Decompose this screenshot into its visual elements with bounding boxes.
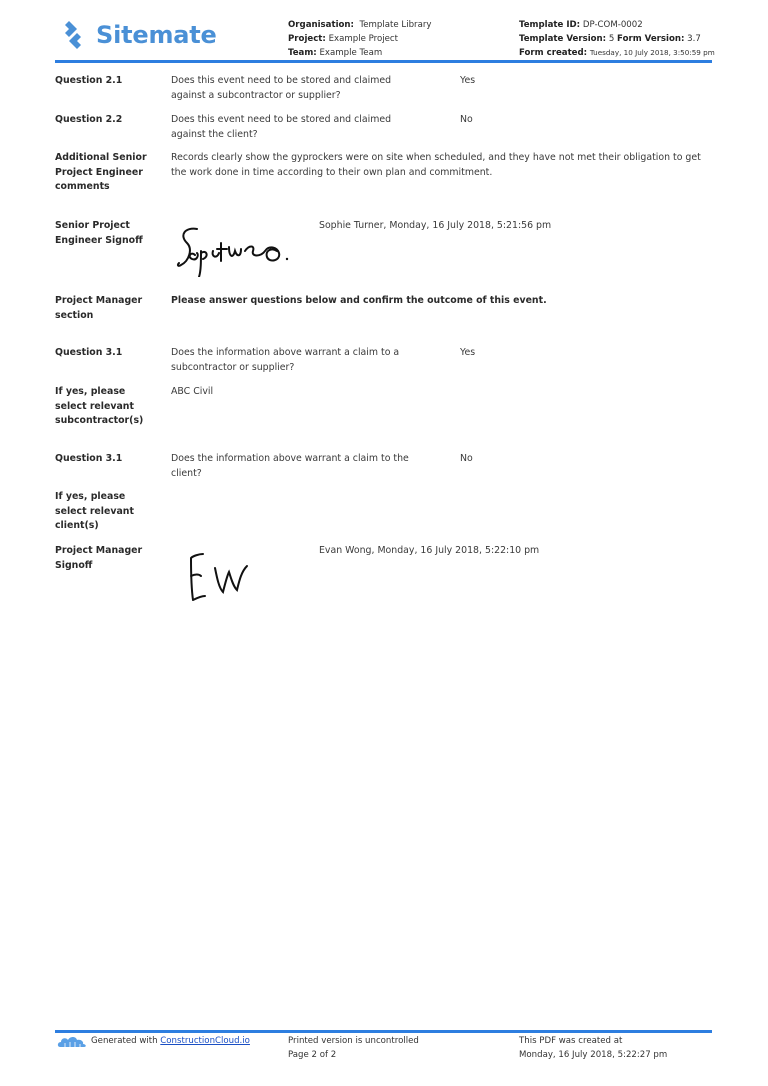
template-id-label: Template ID: — [519, 20, 581, 30]
answer-value: No — [460, 453, 473, 464]
question-text: Does the information above warrant a claim to a subcontractor or supplier? — [171, 347, 400, 373]
template-id-value: DP-COM-0002 — [582, 20, 643, 30]
form-version-value: 3.7 — [687, 34, 701, 44]
row-question-2-2 — [55, 113, 715, 149]
row-spe-signoff — [55, 219, 715, 289]
row-pm-section — [55, 294, 715, 340]
answer-value: Yes — [460, 75, 476, 86]
row-label: If yes, please select relevant subcontractor(s) — [55, 386, 144, 426]
pdf-created-info — [519, 1034, 667, 1062]
row-pm-signoff — [55, 544, 715, 614]
row-question-3-1-subcontractor — [55, 346, 715, 382]
sitemate-logo-icon — [60, 18, 86, 52]
row-label: Additional Senior Project Engineer comments — [55, 152, 147, 192]
signoff-text: Evan Wong, Monday, 16 July 2018, 5:22:10 pm — [319, 545, 540, 556]
page-number: Page 2 of 2 — [288, 1050, 337, 1060]
form-created-value: Tuesday, 10 July 2018, 3:50:59 pm — [589, 48, 715, 57]
signoff-text: Sophie Turner, Monday, 16 July 2018, 5:21:56 pm — [319, 220, 552, 231]
row-additional-comments — [55, 151, 715, 213]
printed-note: Printed version is uncontrolled — [288, 1036, 419, 1046]
page-header — [0, 0, 768, 62]
section-instruction: Please answer questions below and confirm the outcome of this event. — [171, 295, 547, 306]
team-label: Team: — [288, 48, 317, 58]
row-label: Question 2.2 — [55, 114, 123, 125]
team-value: Example Team — [319, 48, 383, 58]
row-label: Question 3.1 — [55, 453, 123, 464]
organisation-value: Template Library — [359, 20, 432, 30]
print-info — [288, 1034, 419, 1062]
generated-with — [57, 1034, 250, 1048]
row-label: Senior Project Engineer Signoff — [55, 220, 143, 246]
organisation-label: Organisation: — [288, 20, 354, 30]
generated-prefix: Generated with — [91, 1036, 158, 1046]
form-version-label: Form Version: — [617, 34, 685, 44]
created-note: This PDF was created at — [519, 1036, 623, 1046]
question-text: Does the information above warrant a claim to the client? — [171, 453, 409, 479]
answer-value: Yes — [460, 347, 476, 358]
row-question-3-1-client — [55, 452, 715, 488]
brand-logo — [60, 18, 217, 52]
question-text: Does this event need to be stored and claimed against a subcontractor or supplier? — [171, 75, 392, 101]
header-meta-left — [288, 18, 431, 60]
header-meta-right — [519, 18, 715, 60]
signature-image — [175, 546, 265, 604]
cloud-icon — [57, 1034, 87, 1048]
row-question-2-1 — [55, 74, 715, 110]
template-version-label: Template Version: — [519, 34, 607, 44]
project-value: Example Project — [328, 34, 399, 44]
row-select-subcontractor — [55, 385, 715, 445]
brand-name: Sitemate — [96, 21, 217, 49]
row-label: Question 3.1 — [55, 347, 123, 358]
answer-value: No — [460, 114, 473, 125]
subcontractor-value: ABC Civil — [171, 386, 214, 397]
created-time: Monday, 16 July 2018, 5:22:27 pm — [519, 1050, 668, 1060]
row-label: Project Manager section — [55, 295, 143, 321]
comments-text: Records clearly show the gyprockers were on site when scheduled, and they have not met their obligation to get the work done in time according to their own plan and commitment. — [171, 152, 701, 178]
row-label: Project Manager Signoff — [55, 545, 143, 571]
footer-divider — [55, 1030, 712, 1033]
row-label: Question 2.1 — [55, 75, 123, 86]
template-version-value: 5 — [608, 34, 615, 44]
signature-image — [175, 221, 300, 277]
header-divider — [55, 60, 712, 63]
row-select-client — [55, 490, 715, 536]
row-label: If yes, please select relevant client(s) — [55, 491, 134, 531]
question-text: Does this event need to be stored and claimed against the client? — [171, 114, 392, 140]
form-created-label: Form created: — [519, 48, 588, 58]
constructioncloud-link[interactable]: ConstructionCloud.io — [160, 1036, 250, 1046]
project-label: Project: — [288, 34, 326, 44]
